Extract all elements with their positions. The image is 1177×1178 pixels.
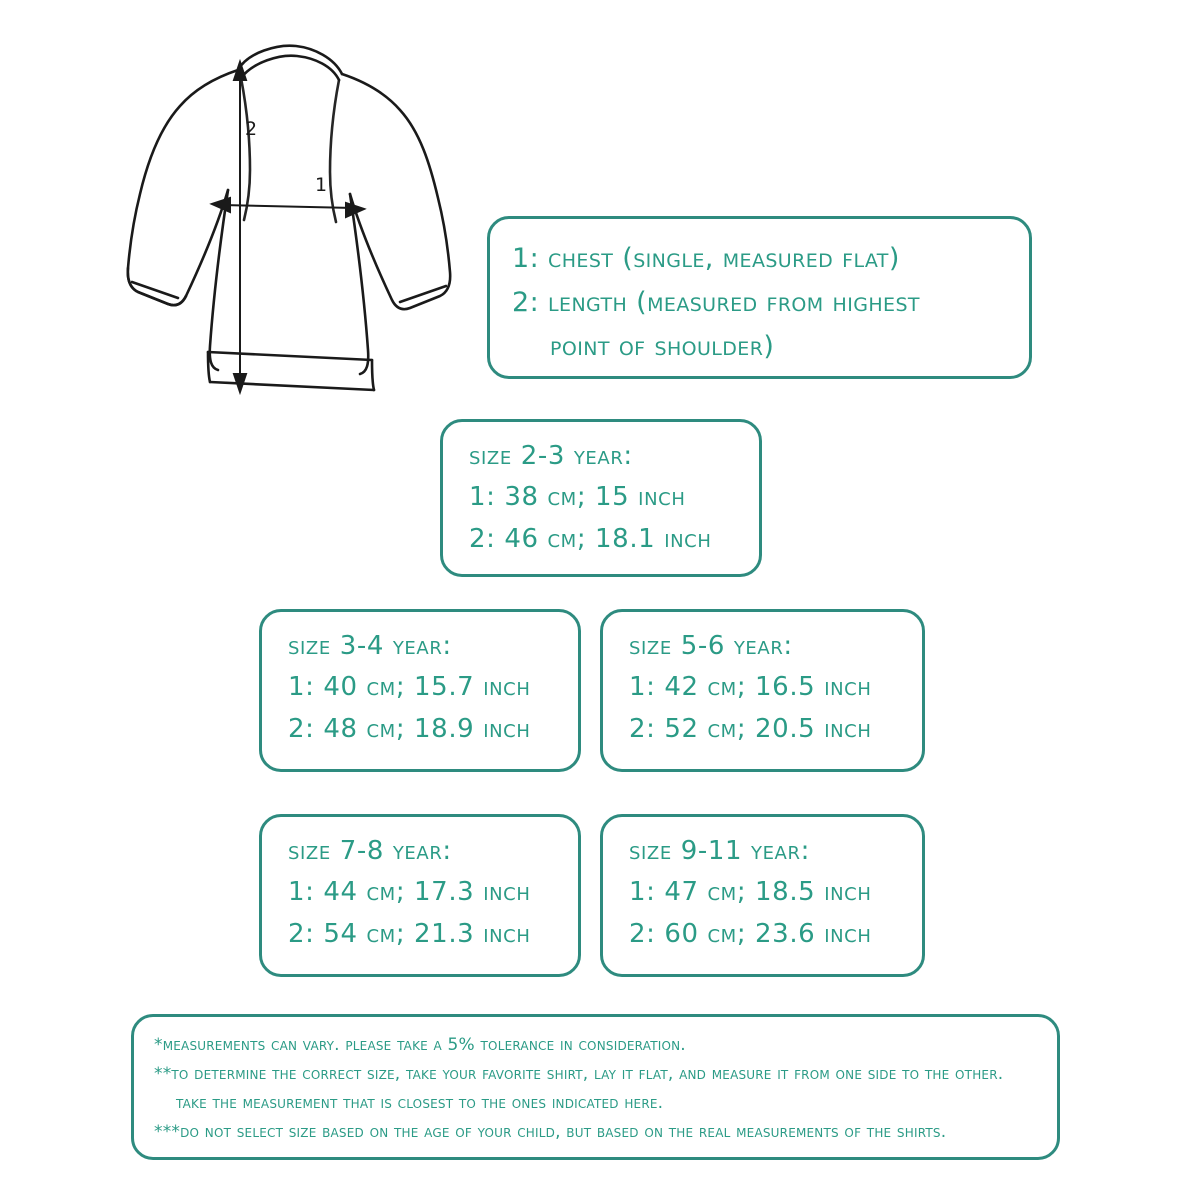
size-card-3-4: [259, 609, 581, 772]
size-card-chest: 1: 42 cm; 16.5 inch: [629, 672, 872, 702]
dimension-label-chest: 1: [315, 174, 328, 196]
size-card-chest: 1: 44 cm; 17.3 inch: [288, 877, 531, 907]
legend-card: [487, 216, 1032, 379]
legend-line-length: 2: length (measured from highest: [512, 287, 920, 318]
notes-card: [131, 1014, 1060, 1160]
size-card-title: size 3-4 year:: [288, 631, 452, 661]
note-tolerance: *measurements can vary. please take a 5% tolerance in consideration.: [154, 1035, 686, 1055]
size-card-2-3: [440, 419, 762, 577]
note-measuring: **to determine the correct size, take your favorite shirt, lay it flat, and measure it from one side to the other.: [154, 1064, 1004, 1084]
size-card-7-8: [259, 814, 581, 977]
size-card-chest: 1: 40 cm; 15.7 inch: [288, 672, 531, 702]
size-card-length: 2: 54 cm; 21.3 inch: [288, 919, 531, 949]
size-card-5-6: [600, 609, 925, 772]
size-card-title: size 5-6 year:: [629, 631, 793, 661]
size-card-title: size 2-3 year:: [469, 441, 633, 471]
size-card-title: size 9-11 year:: [629, 836, 810, 866]
size-card-9-11: [600, 814, 925, 977]
garment-illustration: [110, 30, 470, 410]
note-age-warning: ***do not select size based on the age of your child, but based on the real measurements of the shirts.: [154, 1122, 947, 1142]
legend-line-length-cont: point of shoulder): [550, 331, 775, 362]
size-card-chest: 1: 47 cm; 18.5 inch: [629, 877, 872, 907]
size-card-chest: 1: 38 cm; 15 inch: [469, 482, 686, 512]
size-card-length: 2: 48 cm; 18.9 inch: [288, 714, 531, 744]
size-card-length: 2: 60 cm; 23.6 inch: [629, 919, 872, 949]
note-measuring-cont: take the measurement that is closest to the ones indicated here.: [176, 1093, 664, 1113]
size-card-length: 2: 46 cm; 18.1 inch: [469, 524, 712, 554]
size-card-length: 2: 52 cm; 20.5 inch: [629, 714, 872, 744]
legend-line-chest: 1: chest (single, measured flat): [512, 243, 900, 274]
dimension-label-length: 2: [245, 118, 258, 140]
size-card-title: size 7-8 year:: [288, 836, 452, 866]
